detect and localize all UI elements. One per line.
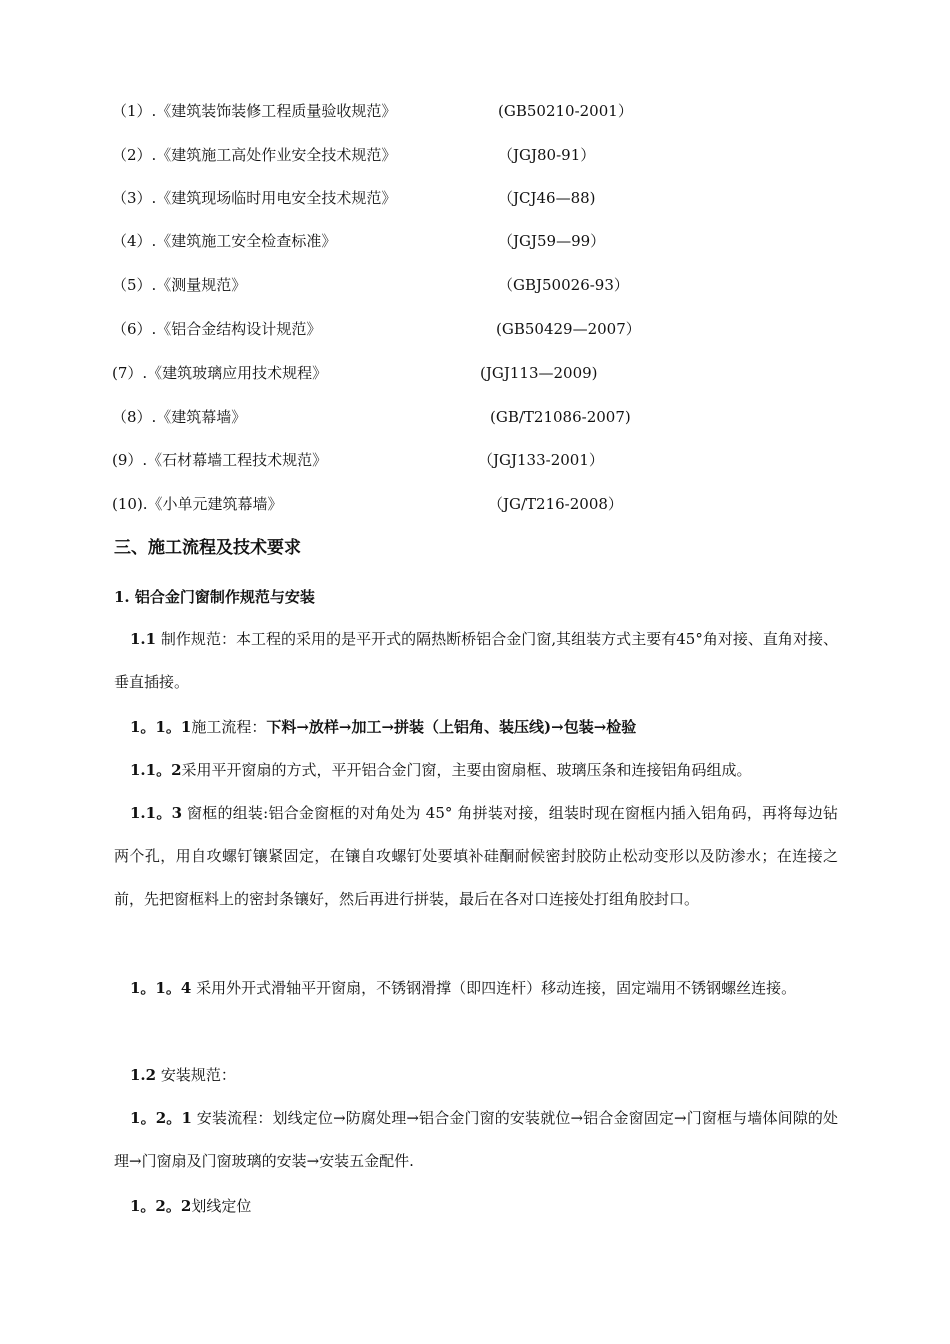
paragraph-label: 施工流程： bbox=[191, 718, 267, 736]
standard-code: (GB/T21086-2007) bbox=[490, 408, 631, 426]
standard-item-10 bbox=[112, 492, 852, 516]
standard-title: (7）.《建筑玻璃应用技术规程》 bbox=[112, 364, 328, 382]
clause-number: 1。2。2 bbox=[130, 1197, 192, 1215]
standard-code: （JG/T216-2008） bbox=[488, 495, 623, 513]
standard-code: (GB50429—2007） bbox=[496, 320, 641, 338]
standard-title: (9）.《石材幕墙工程技术规范》 bbox=[112, 451, 328, 469]
standard-code: (GB50210-2001） bbox=[498, 102, 633, 120]
paragraph-1-1-3 bbox=[114, 792, 838, 921]
standard-item-2 bbox=[112, 143, 852, 167]
process-flow: 下料→放样→加工→拼装（上铝角、装压线)→包装→检验 bbox=[266, 718, 637, 736]
standard-item-9 bbox=[112, 448, 852, 472]
standard-title: (10).《小单元建筑幕墙》 bbox=[112, 495, 283, 513]
standard-item-5 bbox=[112, 273, 852, 297]
standard-code: （JGJ80-91） bbox=[498, 146, 596, 164]
section-title: 三、施工流程及技术要求 bbox=[114, 538, 301, 558]
paragraph-text: 划线定位 bbox=[191, 1197, 252, 1215]
paragraph-1-1 bbox=[114, 618, 838, 704]
standard-code: （GBJ50026-93） bbox=[498, 276, 629, 294]
clause-number: 1.2 bbox=[130, 1066, 157, 1084]
clause-number: 1。1。4 bbox=[130, 979, 192, 997]
paragraph-text: 安装流程：划线定位→防腐处理→铝合金门窗的安装就位→铝合金窗固定→门窗框与墙体间隙的处理→门窗扇及门窗玻璃的安装→安装五金配件. bbox=[114, 1109, 839, 1170]
paragraph-text: 窗框的组装:铝合金窗框的对角处为 45° 角拼装对接，组装时现在窗框内插入铝角码，再将每边钻两个孔，用自攻螺钉镶紧固定，在镶自攻螺钉处要填补硅酮耐候密封胶防止松动变形以及防渗水；在连接之前，先把窗框料上的密封条镶好，然后再进行拼装，最后在各对口连接处打组角胶封口。 bbox=[114, 804, 838, 908]
standard-title: （3）.《建筑现场临时用电安全技术规范》 bbox=[112, 189, 397, 207]
standard-title: （8）.《建筑幕墙》 bbox=[112, 408, 247, 426]
paragraph-1-2 bbox=[114, 1054, 838, 1097]
standard-title: （1）.《建筑装饰装修工程质量验收规范》 bbox=[112, 102, 397, 120]
paragraph-1-2-1 bbox=[114, 1097, 838, 1183]
paragraph-1-1-4 bbox=[114, 967, 838, 1010]
paragraph-1-2-2 bbox=[114, 1185, 838, 1228]
paragraph-text: 安装规范： bbox=[156, 1066, 236, 1084]
clause-number: 1.1。2 bbox=[130, 761, 182, 779]
standard-item-1 bbox=[112, 99, 852, 123]
standard-item-7 bbox=[112, 361, 852, 385]
standard-code: （JCJ46—88) bbox=[498, 189, 596, 207]
standard-title: （5）.《测量规范》 bbox=[112, 276, 247, 294]
standard-code: （JGJ59—99） bbox=[498, 232, 606, 250]
paragraph-text: 制作规范：本工程的采用的是平开式的隔热断桥铝合金门窗,其组装方式主要有45°角对接、直角对接、垂直插接。 bbox=[114, 630, 838, 691]
paragraph-1-1-2 bbox=[114, 749, 838, 792]
paragraph-text: 采用平开窗扇的方式，平开铝合金门窗，主要由窗扇框、玻璃压条和连接铝角码组成。 bbox=[181, 761, 752, 779]
clause-number: 1。2。1 bbox=[130, 1109, 192, 1127]
standard-item-3 bbox=[112, 186, 852, 210]
standard-item-4 bbox=[112, 229, 852, 253]
standard-item-6 bbox=[112, 317, 852, 341]
clause-number: 1.1。3 bbox=[130, 804, 182, 822]
paragraph-text: 采用外开式滑轴平开窗扇，不锈钢滑撑（即四连杆）移动连接，固定端用不锈钢螺丝连接。 bbox=[191, 979, 797, 997]
standard-title: （6）.《铝合金结构设计规范》 bbox=[112, 320, 322, 338]
subsection-title: 1. 铝合金门窗制作规范与安装 bbox=[114, 588, 315, 606]
standard-code: （JGJ133-2001） bbox=[478, 451, 604, 469]
clause-number: 1.1 bbox=[130, 630, 157, 648]
standard-item-8 bbox=[112, 405, 852, 429]
clause-number: 1。1。1 bbox=[130, 718, 192, 736]
standard-title: （4）.《建筑施工安全检查标准》 bbox=[112, 232, 337, 250]
paragraph-1-1-1 bbox=[114, 706, 838, 749]
standard-title: （2）.《建筑施工高处作业安全技术规范》 bbox=[112, 146, 397, 164]
standard-code: (JGJ113—2009) bbox=[480, 364, 598, 382]
